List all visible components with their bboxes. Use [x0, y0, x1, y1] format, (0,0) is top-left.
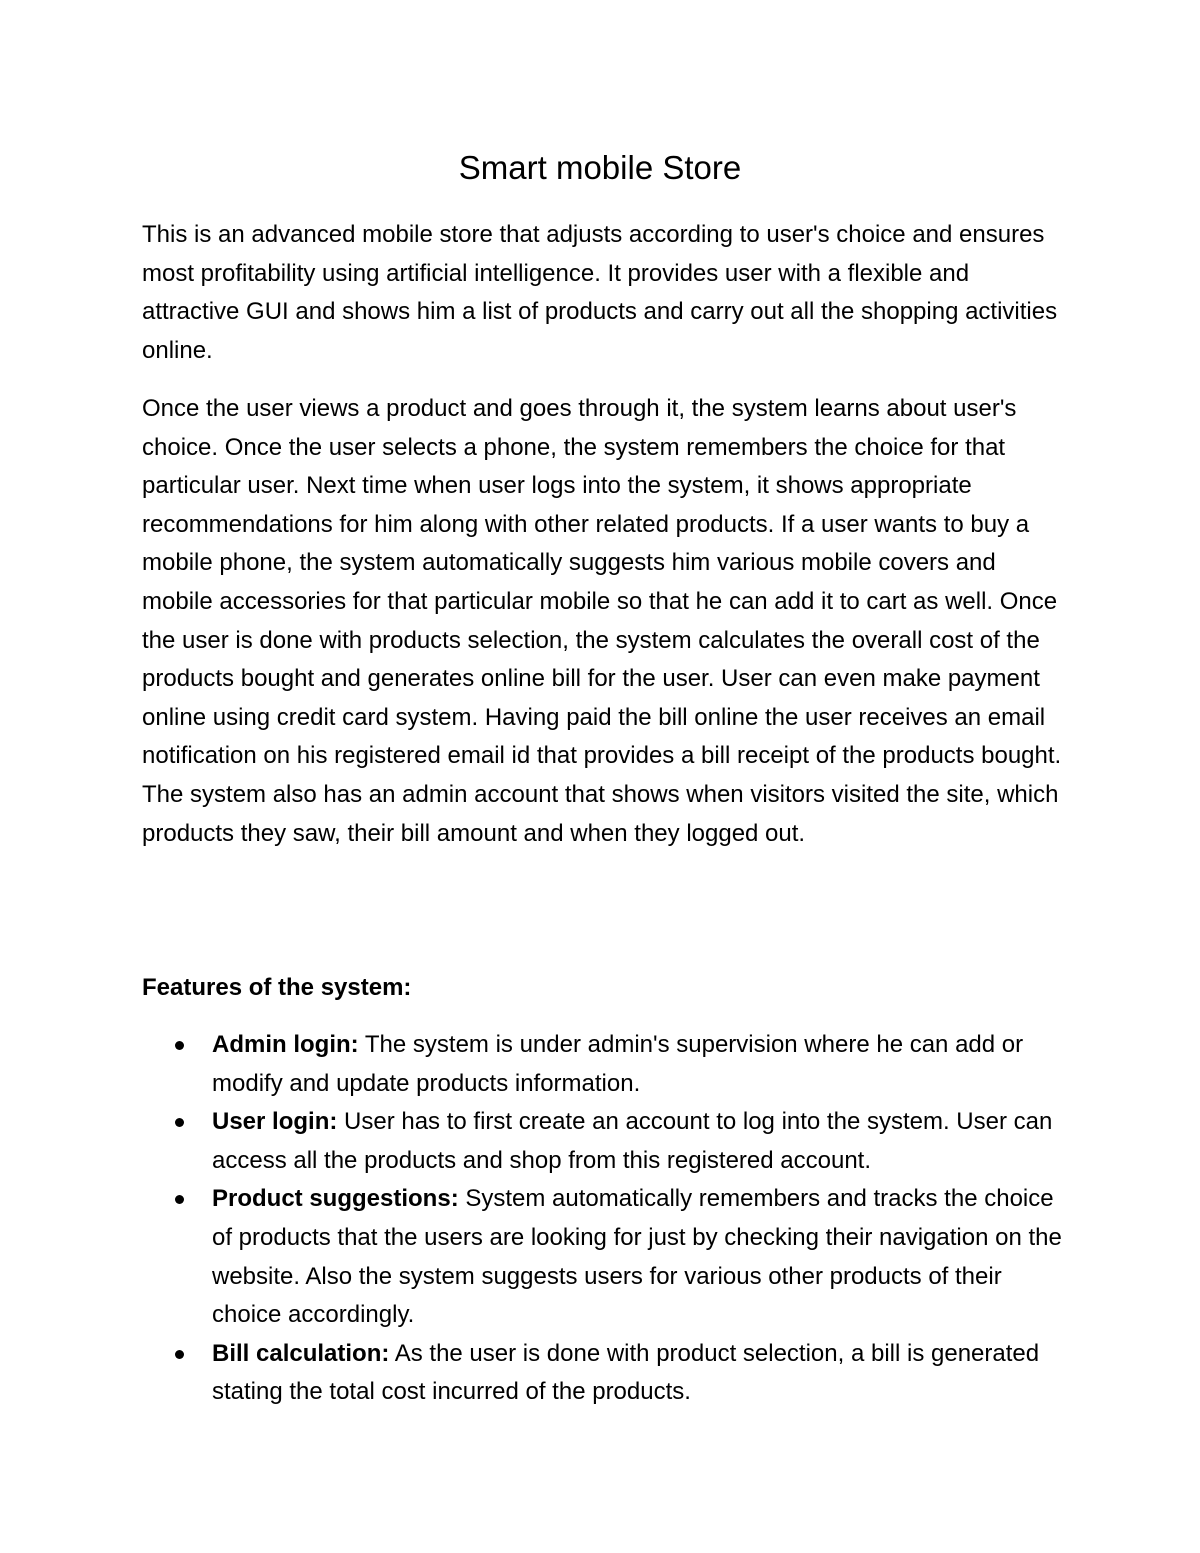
bullet-icon [175, 1041, 184, 1050]
feature-item-product-suggestions [142, 1180, 1072, 1334]
feature-name: Bill calculation: [212, 1339, 390, 1367]
document-title: Smart mobile Store [458, 149, 742, 186]
features-list [142, 1026, 1072, 1412]
intro-paragraph: This is an advanced mobile store that adjusts according to user's choice and ensures most profitability using artificial intelligence. It provides user with a flexible and attractive GUI and shows him a list of products and carry out all the shopping activities online. [142, 221, 1058, 364]
feature-name: Admin login: [212, 1031, 359, 1058]
feature-description: The system is under admin's supervision where he can add or modify and update products information. [212, 1031, 1024, 1097]
features-heading: Features of the system: [142, 974, 412, 1001]
feature-name: Product suggestions: [212, 1185, 459, 1213]
feature-description: User has to first create an account to log into the system. User can access all the products and shop from this registered account. [212, 1108, 1053, 1174]
feature-description: As the user is done with product selection, a bill is generated stating the total cost incurred of the products. [212, 1339, 1040, 1406]
feature-item-bill-calculation [142, 1335, 1072, 1412]
bullet-icon [175, 1350, 184, 1359]
feature-name: User login: [212, 1108, 338, 1136]
feature-item-user-login [142, 1103, 1072, 1180]
bullet-icon [175, 1195, 184, 1204]
bullet-icon [175, 1118, 184, 1127]
feature-description: System automatically remembers and tracks the choice of products that the users are looking for just by checking their navigation on the website. Also the system suggests users for various other products of their choice accordingly. [212, 1185, 1062, 1329]
description-paragraph: Once the user views a product and goes through it, the system learns about user's choice. Once the user selects a phone, the system remembers the choice for that particular user. Next time when user logs into the system, it shows appropriate recommendations for him along with other related products. If a user wants to buy a mobile phone, the system automatically suggests him various mobile covers and mobile accessories for that particular mobile so that he can add it to cart as well. Once the user is done with products selection, the system calculates the overall cost of the products bought and generates online bill for the user. User can even make payment online using credit card system. Having paid the bill online the user receives an email notification on his registered email id that provides a bill receipt of the products bought. The system also has an admin account that shows when visitors visited the site, which products they saw, their bill amount and when they logged out. [142, 395, 1062, 847]
feature-item-admin-login [142, 1026, 1072, 1103]
